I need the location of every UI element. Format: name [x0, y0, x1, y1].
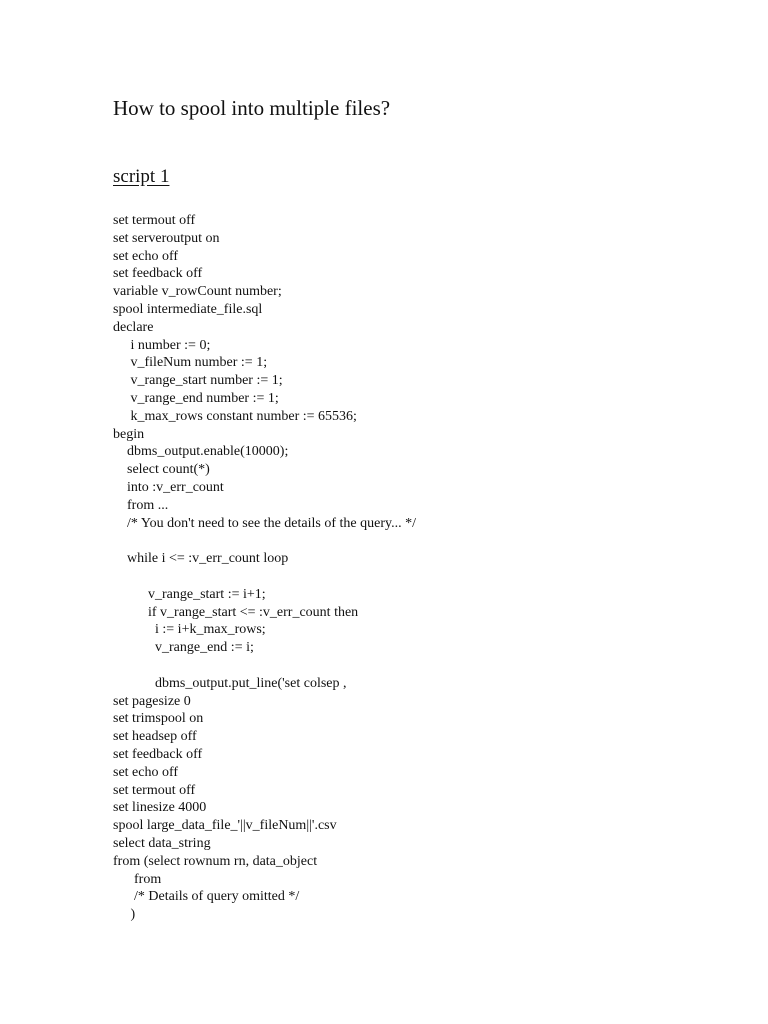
code-line: set feedback off	[113, 747, 203, 762]
code-line: v_fileNum number := 1;	[113, 355, 268, 371]
code-line: k_max_rows constant number := 65536;	[113, 408, 357, 424]
section-heading: script 1	[113, 166, 170, 187]
code-line: set termout off	[113, 213, 196, 228]
code-line: set trimspool on	[113, 711, 204, 727]
code-line: v_range_end number := 1;	[113, 391, 279, 406]
page-title: How to spool into multiple files?	[113, 96, 391, 120]
code-line: set pagesize 0	[113, 693, 191, 709]
code-line: set linesize 4000	[113, 800, 207, 816]
code-line: select data_string	[113, 836, 211, 851]
code-line: spool large_data_file_'||v_fileNum||'.csv	[113, 818, 337, 834]
code-line: into :v_err_count	[113, 480, 224, 495]
code-line: i := i+k_max_rows;	[113, 622, 266, 638]
code-line: set headsep off	[113, 729, 197, 745]
code-line: while i <= :v_err_count loop	[113, 551, 289, 567]
code-line: )	[113, 907, 136, 923]
code-line: variable v_rowCount number;	[113, 284, 282, 300]
code-line: from (select rownum rn, data_object	[113, 853, 318, 869]
code-line: if v_range_start <= :v_err_count then	[113, 604, 359, 620]
code-line: set serveroutput on	[113, 230, 220, 246]
code-line: set feedback off	[113, 266, 203, 282]
code-line: dbms_output.put_line('set colsep ,	[113, 675, 347, 691]
code-line: set echo off	[113, 248, 179, 264]
code-line: v_range_start number := 1;	[113, 373, 283, 389]
code-line: i number := 0;	[113, 337, 211, 353]
code-line: declare	[113, 319, 154, 335]
code-line: dbms_output.enable(10000);	[113, 444, 289, 460]
code-line: set echo off	[113, 764, 179, 780]
code-line: from	[113, 871, 162, 887]
code-line: select count(*)	[113, 462, 210, 478]
code-line: from ...	[113, 497, 169, 513]
code-line: spool intermediate_file.sql	[113, 302, 263, 317]
code-line: v_range_end := i;	[113, 640, 254, 656]
code-line: /* You don't need to see the details of the query... */	[113, 515, 416, 531]
code-line: v_range_start := i+1;	[113, 586, 266, 602]
code-line: begin	[113, 426, 145, 442]
code-line: set termout off	[113, 782, 196, 798]
code-line: /* Details of query omitted */	[113, 889, 300, 905]
